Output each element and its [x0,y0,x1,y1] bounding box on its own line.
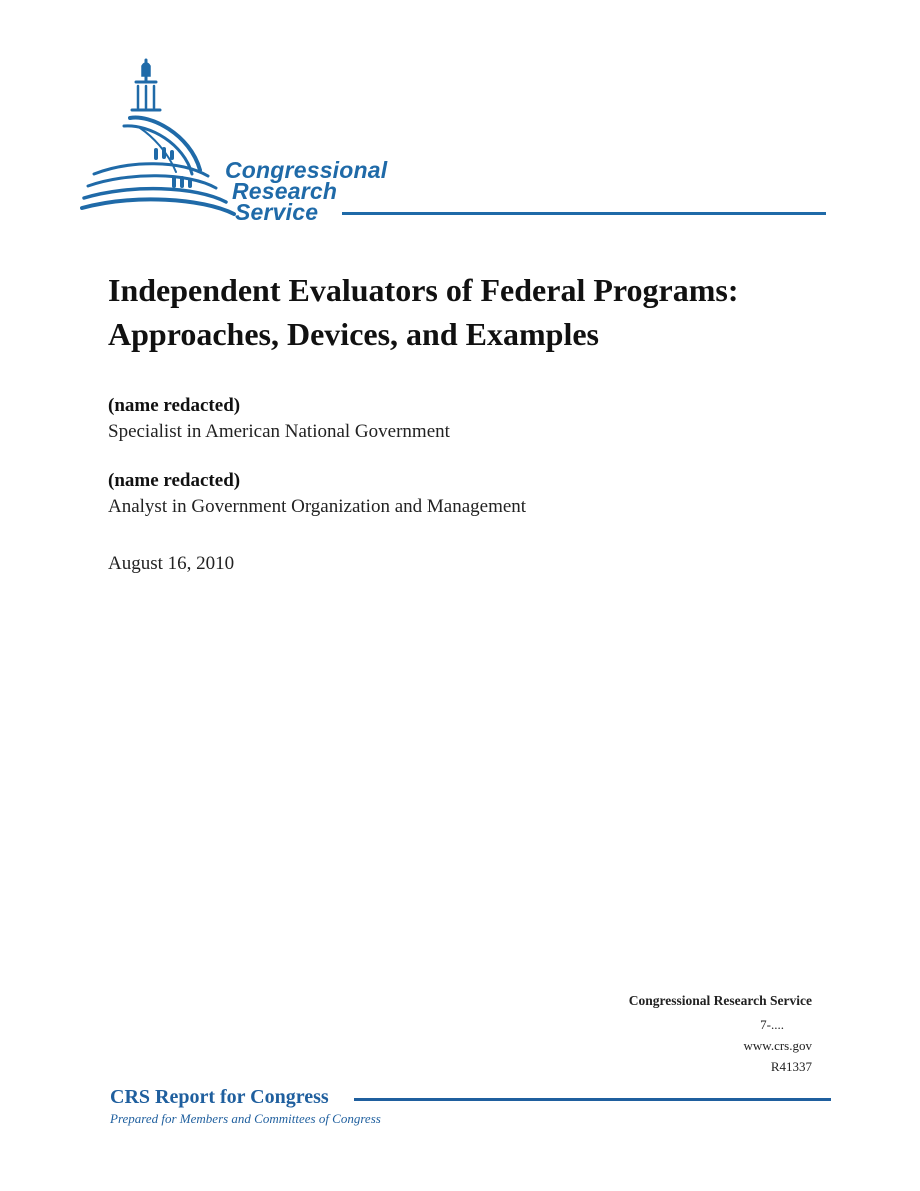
author-block-1 [108,393,808,445]
logo-divider [342,212,826,215]
author-block-2 [108,468,808,520]
crs-report-banner-title: CRS Report for Congress [110,1086,329,1108]
capitol-dome-icon [80,52,240,227]
report-date: August 16, 2010 [108,553,235,574]
website-link[interactable]: www.crs.gov [743,1038,812,1053]
logo-word-research: Research [232,178,338,204]
logo-word-service: Service [235,199,319,225]
banner-divider [354,1098,831,1101]
author-role: Analyst in Government Organization and Management [108,496,527,517]
report-title-line-1: Independent Evaluators of Federal Programs: [108,272,739,308]
author-role: Specialist in American National Government [108,421,450,442]
phone-code: 7-.... [760,1017,784,1032]
crs-report-banner-subtitle: Prepared for Members and Committees of Congress [110,1111,381,1126]
author-name: (name redacted) [108,395,241,416]
report-number: R41337 [770,1059,812,1074]
crs-logo [80,52,840,227]
report-title [108,268,868,356]
logo-word-congressional: Congressional [225,157,388,183]
report-metadata [629,990,812,1077]
organization-name: Congressional Research Service [628,993,812,1008]
report-title-line-2: Approaches, Devices, and Examples [108,316,599,352]
author-name: (name redacted) [108,470,241,491]
